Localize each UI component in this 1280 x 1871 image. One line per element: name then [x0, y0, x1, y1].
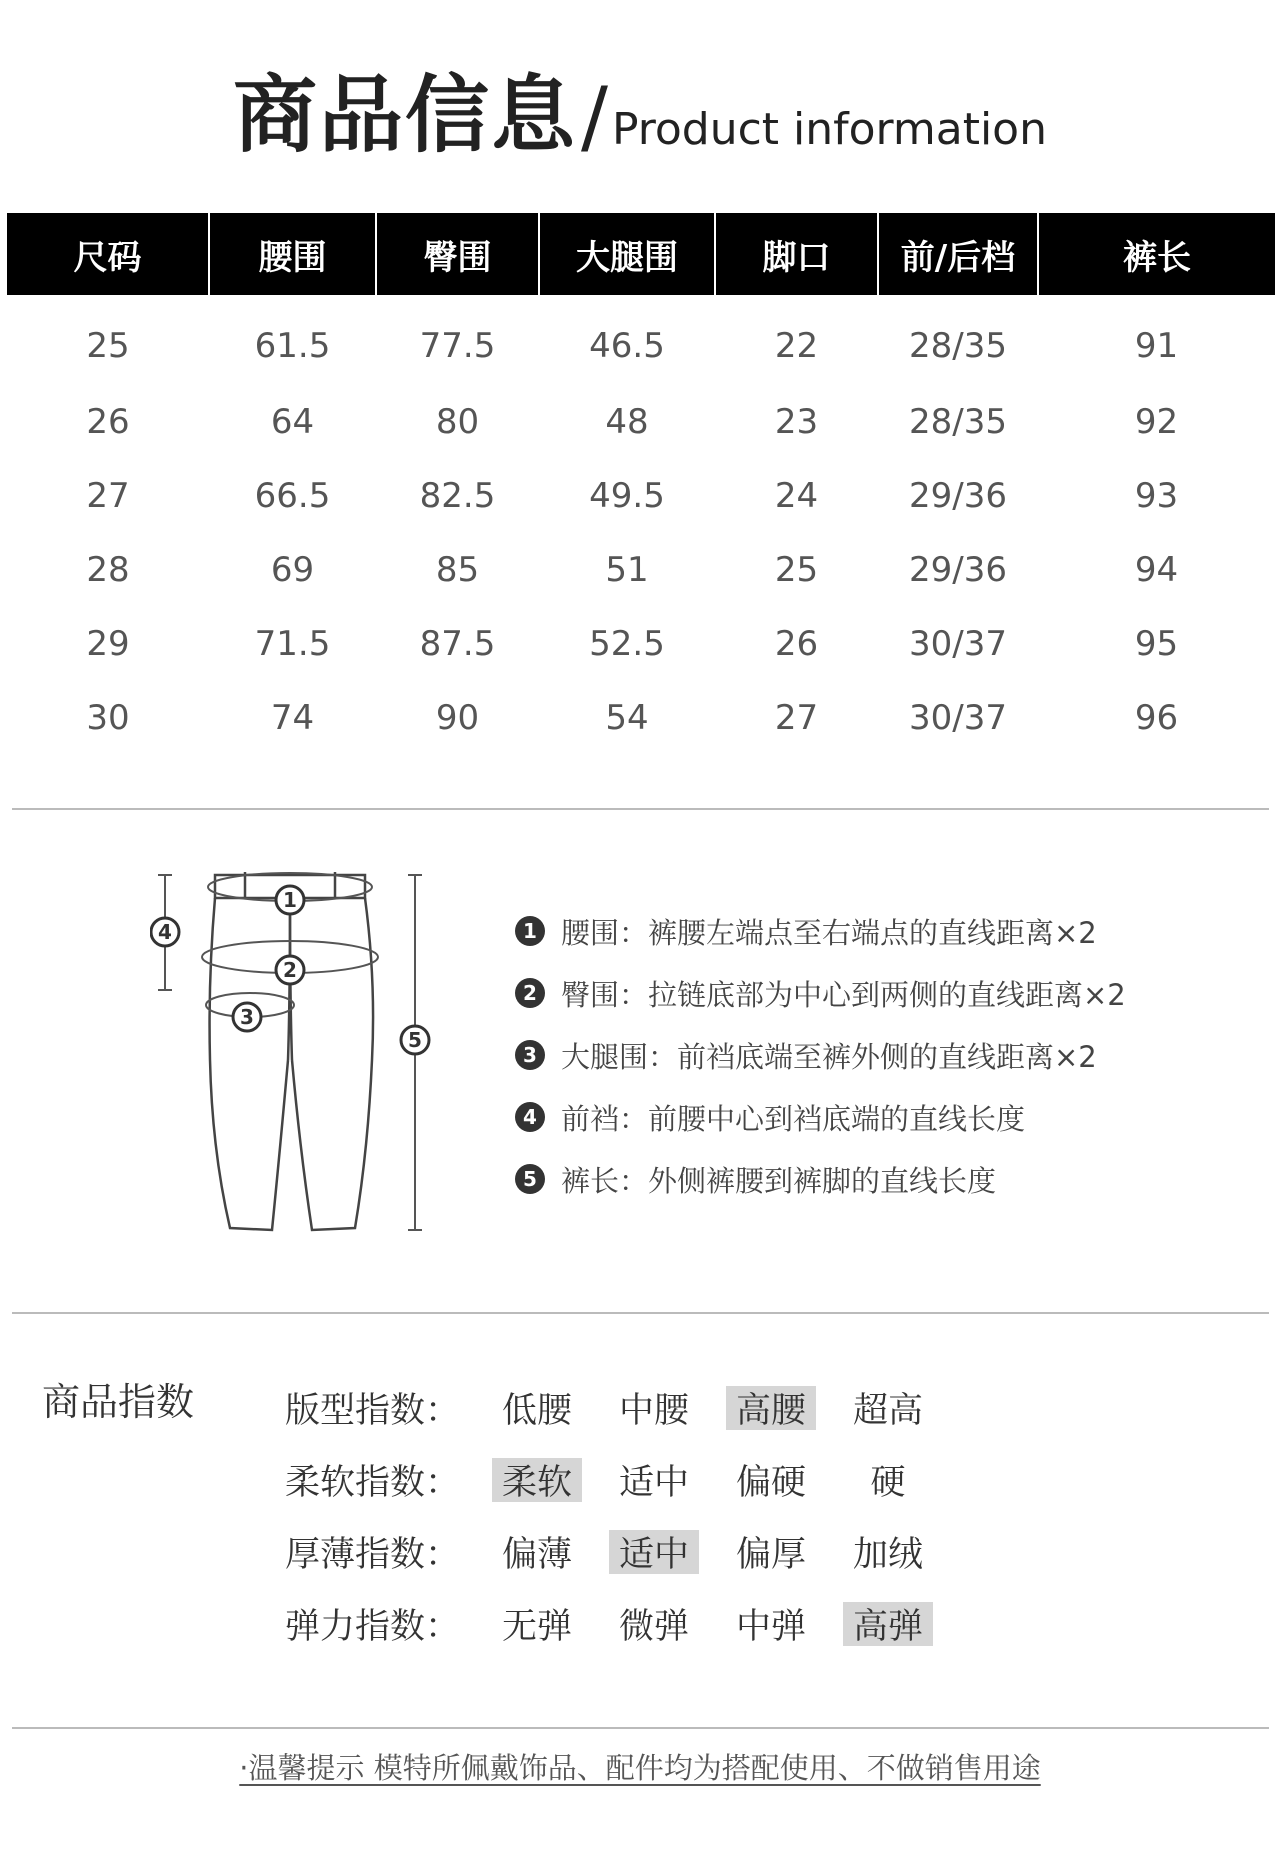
- marker-1: 1: [283, 888, 297, 912]
- column-header: 臀围: [376, 213, 539, 295]
- table-cell: 92: [1134, 402, 1179, 442]
- index-option: 柔软: [492, 1458, 582, 1502]
- measurement-item: [515, 1148, 1126, 1210]
- column-header: 大腿围: [539, 213, 715, 295]
- marker-5: 5: [408, 1028, 422, 1052]
- index-option: 低腰: [501, 1391, 572, 1431]
- table-cell: 93: [1134, 476, 1179, 516]
- number-badge: 3: [515, 1040, 545, 1070]
- index-option: 偏厚: [735, 1535, 806, 1575]
- size-table: [7, 213, 1275, 755]
- table-cell: 82.5: [419, 476, 496, 516]
- table-cell: 49.5: [589, 476, 665, 516]
- table-cell: 26: [774, 624, 819, 664]
- table-cell: 22: [774, 326, 819, 366]
- table-cell: 69: [270, 550, 315, 590]
- number-badge: 4: [515, 1102, 545, 1132]
- table-cell: 26: [86, 402, 130, 442]
- table-cell: 66.5: [254, 476, 331, 516]
- measurement-text: 裤长：外侧裤腰到裤脚的直线长度: [561, 1163, 997, 1198]
- table-cell: 25: [86, 326, 130, 366]
- index-option: 高弹: [843, 1602, 933, 1646]
- measurement-item: [515, 1024, 1126, 1086]
- table-cell: 87.5: [419, 624, 496, 664]
- measurement-text: 大腿围：前裆底端至裤外侧的直线距离×2: [561, 1039, 1097, 1074]
- table-cell: 96: [1134, 698, 1179, 738]
- table-cell: 29/36: [909, 476, 1007, 516]
- table-cell: 64: [270, 402, 315, 442]
- title-en: Product information: [611, 104, 1047, 155]
- product-index-title: 商品指数: [42, 1380, 195, 1424]
- table-cell: 77.5: [419, 326, 496, 366]
- marker-3: 3: [240, 1005, 254, 1029]
- table-cell: 28/35: [909, 402, 1007, 442]
- table-cell: 28/35: [909, 326, 1007, 366]
- measurement-text: 前裆：前腰中心到裆底端的直线长度: [561, 1101, 1026, 1136]
- index-label: 版型指数：: [285, 1391, 461, 1431]
- divider: [12, 808, 1269, 810]
- product-index-rows: [285, 1372, 933, 1660]
- table-row: [7, 295, 1275, 385]
- table-row: [7, 533, 1275, 607]
- divider: [12, 1312, 1269, 1314]
- table-cell: 27: [86, 476, 130, 516]
- table-cell: 48: [605, 402, 649, 442]
- table-cell: 29: [86, 624, 130, 664]
- index-label: 弹力指数：: [285, 1607, 461, 1647]
- table-cell: 30/37: [909, 698, 1007, 738]
- measurement-item: [515, 900, 1126, 962]
- index-option: 高腰: [726, 1386, 816, 1430]
- table-cell: 94: [1134, 550, 1179, 590]
- table-row: [7, 607, 1275, 681]
- column-header: 脚口: [715, 213, 878, 295]
- column-header: 尺码: [7, 213, 209, 295]
- number-badge: 1: [515, 916, 545, 946]
- index-option: 适中: [618, 1463, 689, 1503]
- table-cell: 91: [1134, 326, 1179, 366]
- table-cell: 52.5: [589, 624, 665, 664]
- pants-diagram: [150, 860, 450, 1240]
- measurement-item: [515, 1086, 1126, 1148]
- index-row: [285, 1444, 933, 1516]
- pants-illustration: [150, 860, 450, 1240]
- footer-tip: [0, 1746, 1280, 1787]
- table-cell: 61.5: [254, 326, 331, 366]
- index-row: [285, 1516, 933, 1588]
- table-cell: 23: [774, 402, 819, 442]
- table-cell: 25: [774, 550, 819, 590]
- table-cell: 30: [86, 698, 130, 738]
- table-cell: 51: [605, 550, 649, 590]
- table-cell: 54: [605, 698, 649, 738]
- table-cell: 29/36: [909, 550, 1007, 590]
- index-label: 厚薄指数：: [285, 1535, 461, 1575]
- table-cell: 46.5: [589, 326, 665, 366]
- table-cell: 74: [270, 698, 315, 738]
- table-cell: 24: [774, 476, 819, 516]
- index-option: 中腰: [618, 1391, 689, 1431]
- index-option: 超高: [852, 1391, 923, 1431]
- column-header: 裤长: [1038, 213, 1275, 295]
- tip-text: ·温馨提示 模特所佩戴饰品、配件均为搭配使用、不做销售用途: [239, 1751, 1041, 1785]
- page-title: [0, 48, 1280, 169]
- index-row: [285, 1588, 933, 1660]
- measurement-text: 腰围：裤腰左端点至右端点的直线距离×2: [561, 915, 1097, 950]
- number-badge: 5: [515, 1164, 545, 1194]
- index-option: 偏硬: [735, 1463, 806, 1503]
- table-cell: 95: [1134, 624, 1179, 664]
- table-cell: 71.5: [254, 624, 331, 664]
- table-cell: 28: [86, 550, 130, 590]
- marker-4: 4: [158, 920, 172, 944]
- measurement-item: [515, 962, 1126, 1024]
- table-cell: 90: [435, 698, 480, 738]
- title-cn: 商品信息: [233, 66, 578, 164]
- index-option: 偏薄: [501, 1535, 572, 1575]
- column-header: 腰围: [209, 213, 376, 295]
- title-slash: /: [581, 70, 608, 163]
- index-option: 微弹: [618, 1607, 689, 1647]
- number-badge: 2: [515, 978, 545, 1008]
- column-header: 前/后档: [878, 213, 1038, 295]
- measurement-list: [515, 900, 1126, 1210]
- index-option: 无弹: [501, 1607, 572, 1647]
- divider: [12, 1727, 1269, 1729]
- index-option: 中弹: [735, 1607, 806, 1647]
- marker-2: 2: [283, 958, 297, 982]
- index-label: 柔软指数：: [285, 1463, 461, 1503]
- size-table-header: [7, 213, 1275, 295]
- table-cell: 30/37: [909, 624, 1007, 664]
- index-row: [285, 1372, 933, 1444]
- index-option: 加绒: [852, 1535, 923, 1575]
- table-row: [7, 459, 1275, 533]
- table-cell: 27: [774, 698, 819, 738]
- table-row: [7, 681, 1275, 755]
- index-option: 适中: [609, 1530, 699, 1574]
- table-cell: 85: [435, 550, 480, 590]
- table-cell: 80: [435, 402, 480, 442]
- measurement-text: 臀围：拉链底部为中心到两侧的直线距离×2: [561, 977, 1126, 1012]
- index-option: 硬: [870, 1463, 906, 1503]
- table-row: [7, 385, 1275, 459]
